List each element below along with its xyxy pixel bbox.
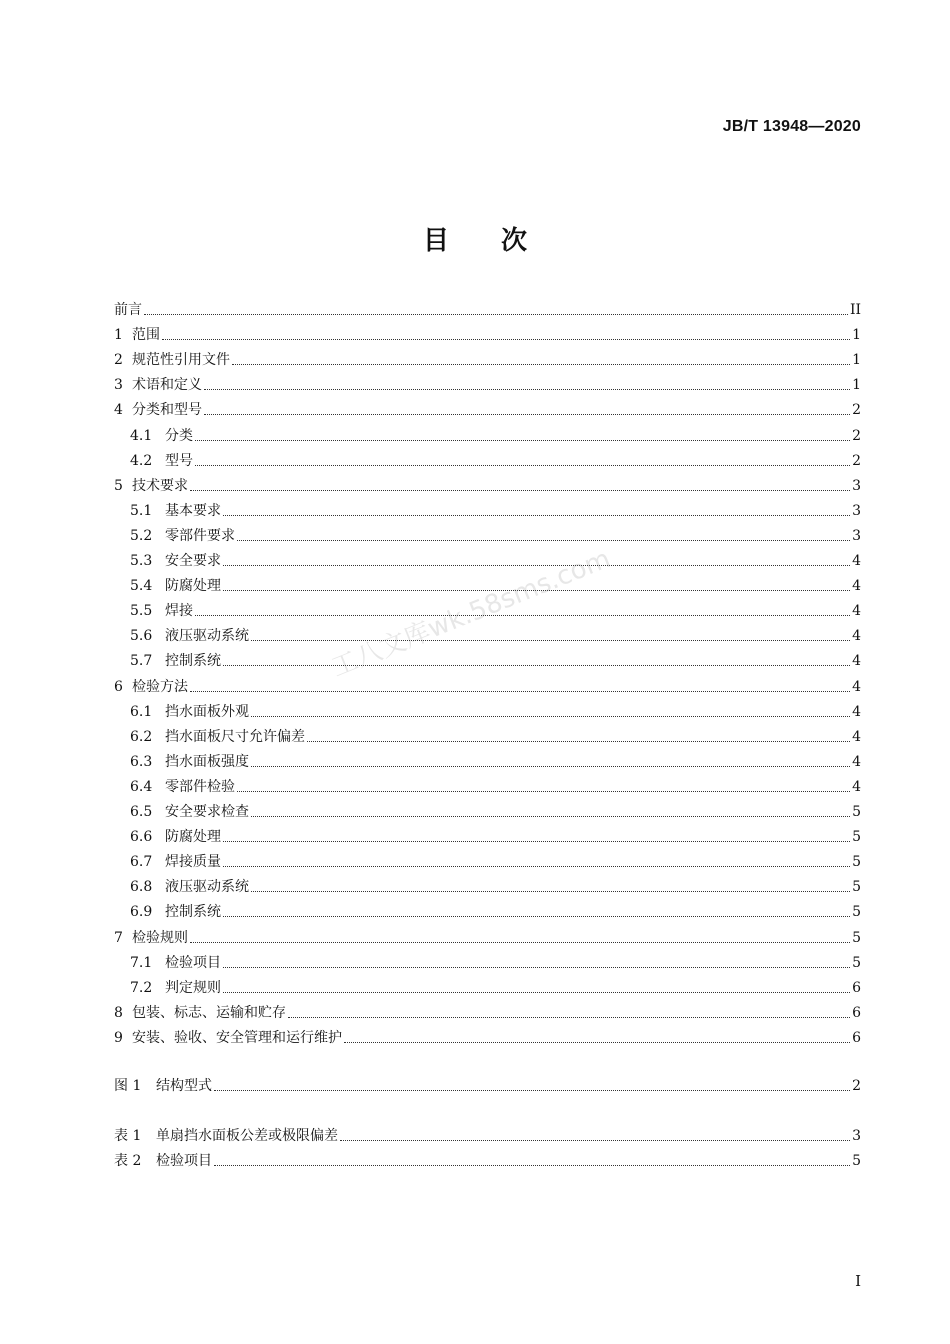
toc-entry-label: 挡水面板尺寸允许偏差 xyxy=(165,728,305,745)
dot-leader xyxy=(223,866,850,867)
toc-entry[interactable] xyxy=(114,928,861,948)
toc-entry-label: 零部件检验 xyxy=(165,778,235,795)
toc-entry-page: 4 xyxy=(852,703,861,720)
toc-entry-number: 6.2 xyxy=(130,728,153,745)
toc-entry-label: 安全要求 xyxy=(165,553,221,569)
dot-leader xyxy=(344,1042,850,1043)
standard-code: JB/T 13948—2020 xyxy=(722,118,861,135)
toc-entry-number: 5.1 xyxy=(130,502,153,519)
toc-entry[interactable] xyxy=(114,752,861,772)
toc-entry-label: 控制系统 xyxy=(165,904,221,921)
toc-entry[interactable] xyxy=(114,827,861,847)
toc-entry-label: 挡水面板强度 xyxy=(165,753,249,770)
toc-entry[interactable] xyxy=(114,426,861,446)
toc-entry-number: 6.1 xyxy=(130,703,153,720)
toc-entry-page: 2 xyxy=(852,427,861,444)
dot-leader xyxy=(251,640,850,641)
footer-page-number: I xyxy=(855,1272,861,1290)
toc-entry[interactable] xyxy=(114,1028,861,1048)
toc-entry-page: 4 xyxy=(852,753,861,770)
toc-entry[interactable] xyxy=(114,300,861,320)
toc-entry-number: 6.6 xyxy=(130,829,153,846)
dot-leader xyxy=(251,716,850,717)
toc-entry-page: 1 xyxy=(852,377,861,394)
toc-entry[interactable] xyxy=(114,476,861,496)
toc-entry-number: 6.3 xyxy=(130,753,153,770)
toc-entry-label: 检验项目 xyxy=(156,1153,212,1170)
toc-entry-page: 3 xyxy=(852,477,861,494)
toc-entry-number: 4.1 xyxy=(130,427,153,444)
toc-entry-number: 图 1 xyxy=(114,1078,142,1094)
toc-entry-label: 分类 xyxy=(165,427,193,444)
toc-entry-number: 7 xyxy=(114,929,123,946)
toc-entry[interactable] xyxy=(114,978,861,998)
toc-entry[interactable] xyxy=(114,400,861,420)
toc-entry-page: 2 xyxy=(852,1078,861,1094)
toc-entry[interactable] xyxy=(114,953,861,973)
toc-entry-number: 6 xyxy=(114,678,123,695)
dot-leader xyxy=(288,1017,850,1018)
toc-entry-page: 5 xyxy=(852,829,861,846)
toc-entry-label: 检验方法 xyxy=(132,678,188,695)
dot-leader xyxy=(195,465,850,466)
toc-entry-page: 3 xyxy=(852,527,861,544)
dot-leader xyxy=(251,766,850,767)
toc-entry-label: 零部件要求 xyxy=(165,527,235,544)
toc-entry-label: 安装、验收、安全管理和运行维护 xyxy=(132,1029,342,1046)
toc-entry-page: 3 xyxy=(852,1128,861,1144)
dot-leader xyxy=(340,1140,850,1141)
dot-leader xyxy=(195,615,850,616)
toc-entry-page: 5 xyxy=(852,929,861,946)
toc-entry-number: 6.5 xyxy=(130,804,153,820)
toc-entry[interactable] xyxy=(114,451,861,471)
toc-entry-label: 焊接 xyxy=(165,603,193,620)
toc-entry-label: 判定规则 xyxy=(165,979,221,996)
dot-leader xyxy=(223,992,850,993)
toc-entry-label: 焊接质量 xyxy=(165,854,221,871)
dot-leader xyxy=(223,565,850,566)
toc-entry-number: 6.8 xyxy=(130,879,153,896)
dot-leader xyxy=(237,791,850,792)
toc-entry[interactable] xyxy=(114,526,861,546)
dot-leader xyxy=(223,515,850,516)
toc-entry-page: 4 xyxy=(852,653,861,670)
toc-entry[interactable] xyxy=(114,702,861,722)
dot-leader xyxy=(223,665,850,666)
toc-entry[interactable] xyxy=(114,626,861,646)
toc-entry[interactable] xyxy=(114,677,861,697)
dot-leader xyxy=(307,741,850,742)
toc-entry-page: 2 xyxy=(852,452,861,469)
toc-entry-page: 2 xyxy=(852,402,861,419)
toc-entry-label: 型号 xyxy=(165,452,193,469)
toc-entry-page: 5 xyxy=(852,1153,861,1170)
dot-leader xyxy=(223,967,850,968)
toc-entry-number: 6.9 xyxy=(130,904,153,921)
toc-entry-page: 4 xyxy=(852,578,861,595)
toc-entry-page: 4 xyxy=(852,628,861,645)
toc-entry-number: 4.2 xyxy=(130,452,153,469)
toc-entry-page: 5 xyxy=(852,954,861,971)
toc-entry-number: 8 xyxy=(114,1004,123,1021)
toc-entry-number: 9 xyxy=(114,1029,123,1046)
toc-entry-page: 5 xyxy=(852,804,861,820)
toc-entry-number: 5 xyxy=(114,477,123,494)
toc-entry-number: 5.7 xyxy=(130,653,153,670)
toc-entry-number: 表 1 xyxy=(114,1128,142,1144)
dot-leader xyxy=(214,1165,850,1166)
toc-entry[interactable] xyxy=(114,902,861,922)
dot-leader xyxy=(195,440,850,441)
dot-leader xyxy=(223,841,850,842)
dot-leader xyxy=(190,691,850,692)
toc-entry[interactable] xyxy=(114,651,861,671)
toc-table-entry[interactable] xyxy=(114,1151,861,1171)
toc-entry[interactable] xyxy=(114,325,861,345)
toc-entry-label: 术语和定义 xyxy=(132,377,202,394)
toc-entry-label: 液压驱动系统 xyxy=(165,628,249,645)
toc-figure-entry[interactable] xyxy=(114,1076,861,1096)
toc-table-entry[interactable] xyxy=(114,1126,861,1146)
toc-entry-number: 1 xyxy=(114,327,123,344)
dot-leader xyxy=(204,389,850,390)
watermark: 工八文库wk.58sms.com xyxy=(327,543,615,684)
dot-leader xyxy=(204,414,850,415)
dot-leader xyxy=(162,339,850,340)
toc-entry-label: 液压驱动系统 xyxy=(165,879,249,896)
dot-leader xyxy=(251,891,850,892)
toc-entry-page: 6 xyxy=(852,1004,861,1021)
toc-entry-label: 检验规则 xyxy=(132,929,188,946)
dot-leader xyxy=(223,916,850,917)
toc-entry-label: 分类和型号 xyxy=(132,402,202,419)
toc-entry[interactable] xyxy=(114,1003,861,1023)
toc-entry-number: 5.4 xyxy=(130,578,153,595)
toc-entry-number: 2 xyxy=(114,352,123,369)
dot-leader xyxy=(223,590,850,591)
toc-entry-label: 单扇挡水面板公差或极限偏差 xyxy=(156,1128,338,1144)
toc-entry-label: 挡水面板外观 xyxy=(165,703,249,720)
toc-entry-number: 4 xyxy=(114,402,123,419)
toc-entry-page: 5 xyxy=(852,904,861,921)
toc-entry-label: 防腐处理 xyxy=(165,829,221,846)
toc-entry-label: 安全要求检查 xyxy=(165,804,249,820)
toc-entry-page: 3 xyxy=(852,502,861,519)
toc-entry-label: 范围 xyxy=(132,327,160,344)
toc-entry-label: 检验项目 xyxy=(165,954,221,971)
toc-entry-number: 6.4 xyxy=(130,778,153,795)
toc-entry-page: 4 xyxy=(852,678,861,695)
dot-leader xyxy=(144,314,848,315)
toc-entry[interactable] xyxy=(114,551,861,571)
toc-entry-label: 结构型式 xyxy=(156,1078,212,1094)
toc-entry-number: 5.6 xyxy=(130,628,153,645)
toc-entry[interactable] xyxy=(114,727,861,747)
toc-entry[interactable] xyxy=(114,852,861,872)
dot-leader xyxy=(190,490,850,491)
toc-entry-number: 5.5 xyxy=(130,603,153,620)
toc-entry-label: 控制系统 xyxy=(165,653,221,670)
toc-entry[interactable] xyxy=(114,877,861,897)
toc-entry-number: 7.1 xyxy=(130,954,153,971)
toc-entry-page: 4 xyxy=(852,603,861,620)
dot-leader xyxy=(232,364,850,365)
toc-entry-number: 7.2 xyxy=(130,979,153,996)
toc-entry[interactable] xyxy=(114,576,861,596)
toc-entry-page: 4 xyxy=(852,728,861,745)
toc-entry-number: 5.2 xyxy=(130,527,153,544)
toc-entry-label: 技术要求 xyxy=(132,477,188,494)
toc-entry[interactable] xyxy=(114,350,861,370)
toc-entry-number: 5.3 xyxy=(130,553,153,569)
toc-entry-number: 6.7 xyxy=(130,854,153,871)
toc-entry-page: 1 xyxy=(852,352,861,369)
page-title: 目次 xyxy=(422,226,579,256)
toc-entry-label: 规范性引用文件 xyxy=(132,352,230,369)
toc-entry-page: 5 xyxy=(852,854,861,871)
toc-entry-page: 4 xyxy=(852,553,861,569)
toc-entry-page: 5 xyxy=(852,879,861,896)
toc-entry[interactable] xyxy=(114,777,861,797)
toc-entry-label: 基本要求 xyxy=(165,502,221,519)
toc-entry-page: 6 xyxy=(852,979,861,996)
toc-entry[interactable] xyxy=(114,375,861,395)
toc-entry-number: 3 xyxy=(114,377,123,394)
toc-entry-label: 防腐处理 xyxy=(165,578,221,595)
toc-entry[interactable] xyxy=(114,802,861,822)
toc-entry-label: 包装、标志、运输和贮存 xyxy=(132,1004,286,1021)
toc-entry[interactable] xyxy=(114,601,861,621)
dot-leader xyxy=(214,1090,850,1091)
toc-entry-label: 前言 xyxy=(114,302,142,318)
toc-entry-page: II xyxy=(849,302,861,318)
toc-entry-number: 表 2 xyxy=(114,1153,142,1170)
toc-entry-page: 6 xyxy=(852,1029,861,1046)
dot-leader xyxy=(251,816,850,817)
toc-entry[interactable] xyxy=(114,501,861,521)
dot-leader xyxy=(237,540,850,541)
dot-leader xyxy=(190,942,850,943)
toc-entry-page: 1 xyxy=(852,327,861,344)
toc-entry-page: 4 xyxy=(852,778,861,795)
